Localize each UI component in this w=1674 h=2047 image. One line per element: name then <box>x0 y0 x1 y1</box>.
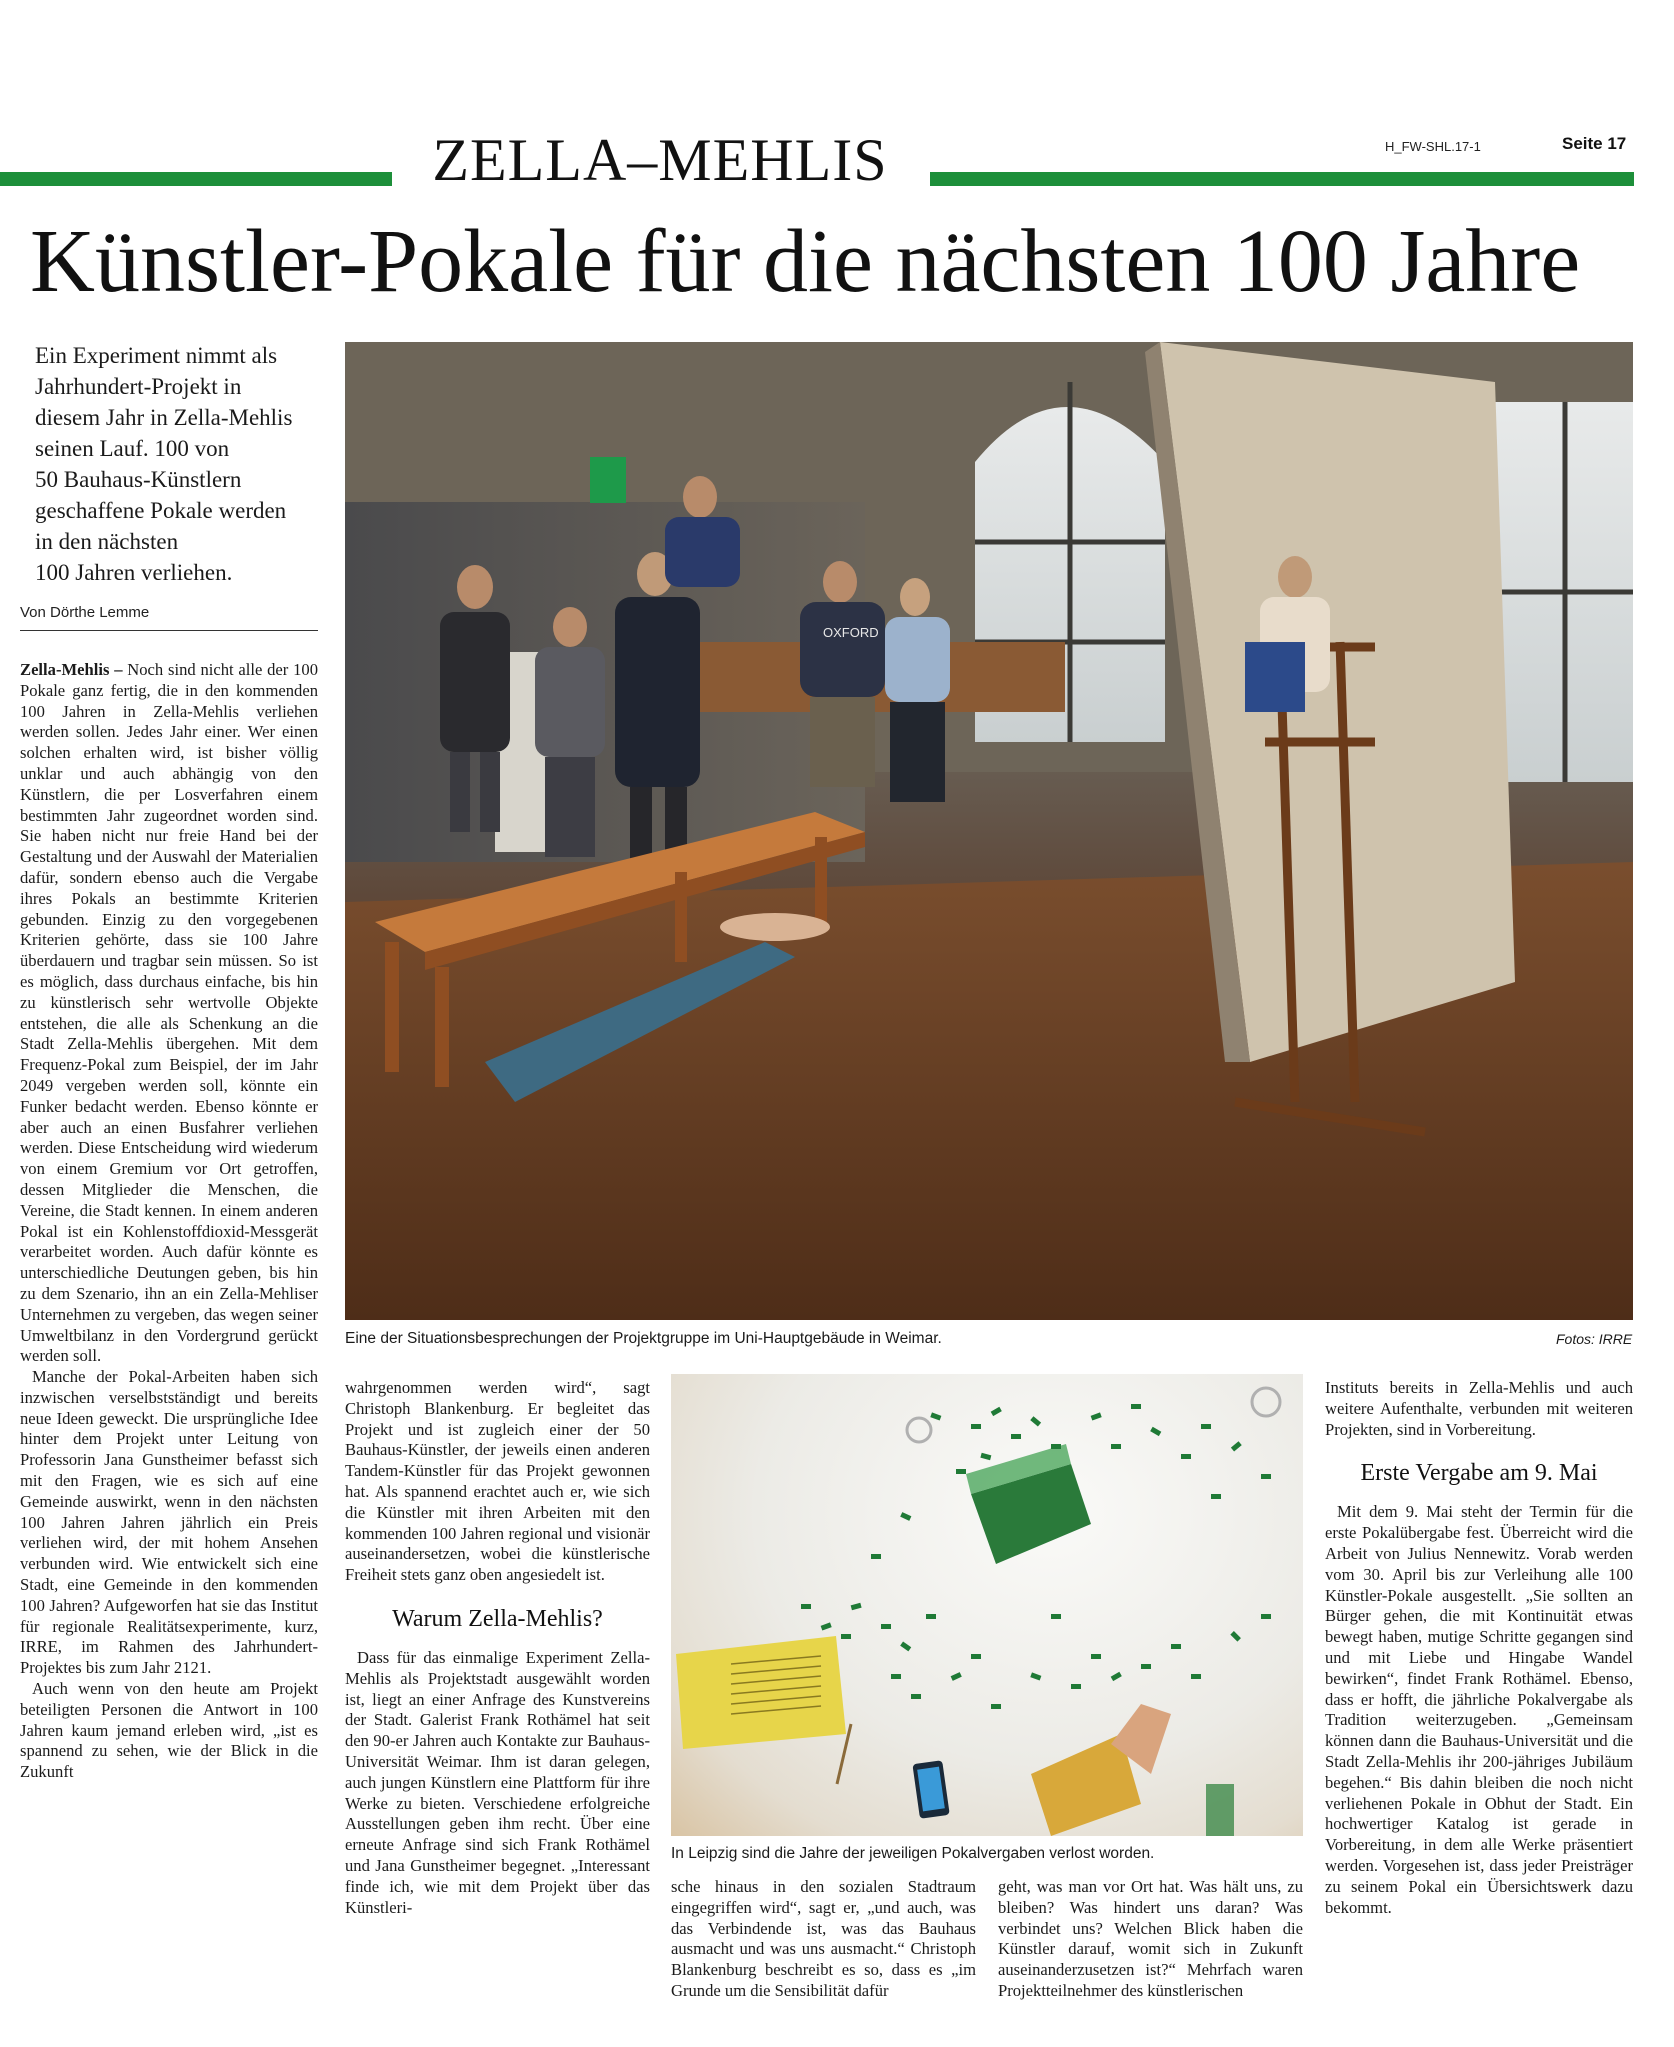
section-title: ZELLA–MEHLIS <box>432 127 888 193</box>
photo-meeting-illustration <box>345 342 1633 1320</box>
paragraph: Manche der Pokal-Arbeiten haben sich inzwischen verselbstständigt und bereits neue Ideen geweckt. Die ursprüngliche Idee hinter dem Projekt unter Leitung von Professorin Jana Gunstheimer befasst sich mit den Fragen, wie es sich auf eine Gemeinde auswirkt, wenn in den nächsten 100 Jahren Jahren jährlich ein Preis verliehen wird, der mit hohem Ansehen verbunden wird. Wie entwickelt sich eine Stadt, eine Gemeinde in den kommenden 100 Jahren? Aufgeworfen hat sie das Institut für regionale Realitätsexperimente, kurz, IRRE, im Rahmen des Jahrhundert-Projektes bis zum Jahr 2121. <box>20 1367 318 1678</box>
article-column-3 <box>671 1877 976 2043</box>
paragraph-text: Noch sind nicht alle der 100 Pokale ganz fertig, die in den kommenden 100 Jahren in Zella-Mehlis verliehen werden sollen. Jedes Jahr einer. Wer einen solchen erhalten wird, ist bisher völlig unklar und auch abhängig von den Künstlern, die per Losverfahren einem bestimmten Jahr zugeordnet worden sind. Sie haben nicht nur freie Hand bei der Gestaltung und der Auswahl der Materialien dafür, sondern ebenso auch die Vergabe ihres Pokals an bestimmte Kriterien gebunden. Einzig zu den vorgegebenen Kriterien gehörte, dass sie 100 Jahre überdauern und tragbar sein müssen. So ist es möglich, dass durchaus einfache, bis hin zu künstlerisch sehr wertvolle Objekte entstehen, die alle als Schenkung an die Stadt Zella-Mehlis übergehen. Mit dem Frequenz-Pokal zum Beispiel, der im Jahr 2049 vergeben werden soll, könnte ein Funker bedacht werden. Ebenso könnte er aber auch an einen Busfahrer verliehen werden. Diese Entscheidung wird wiederum von einem Gremium vor Ort getroffen, dessen Mitglieder die Menschen, die Vereine, die Stadt kennen. In einem anderen Pokal ist ein Kohlenstoffdioxid-Messgerät verarbeitet worden. Auch dafür könnte es unterschiedliche Deutungen geben, bis hin zu dem Szenario, ihn an ein Zella-Mehliser Unternehmen zu vergeben, das wegen seiner Umweltbilanz in den Vordergrund gerückt werden soll. <box>20 660 318 1366</box>
edition-code: H_FW-SHL.17-1 <box>1385 139 1481 154</box>
paragraph: wahrgenommen werden wird“, sagt Christoph Blankenburg. Er begleitet das Projekt und ist zugleich einer der 50 Bauhaus-Künstler, der jeweils einen anderen Tandem-Künstler für das Projekt gewonnen hat. Als spannend erachtet auch er, wie sich die Künstler mit ihren Arbeiten mit den kommenden 100 Jahren regional und visionär auseinandersetzen, wobei die künstlerische Freiheit stets ganz oben angesiedelt ist. <box>345 1378 650 1585</box>
article-column-2 <box>345 1378 650 2043</box>
paragraph: geht, was man vor Ort hat. Was hält uns, zu bleiben? Was hindert uns daran? Was verbindet uns? Welchen Blick haben die Künstler darauf, womit sich in Zukunft auseinanderzusetzen ist?“ Mehrfach waren Projektteilnehmer des künstlerischen <box>998 1877 1303 2000</box>
paragraph: Mit dem 9. Mai steht der Termin für die erste Pokalübergabe fest. Überreicht wird die Arbeit von Julius Nennewitz. Vorab werden vom 30. April bis zur Verleihung alle 100 Künstler-Pokale ausgestellt. „Sie sollten an Bürger gehen, die mit Kontinuität etwas bewegt haben, mutige Schritte gegangen sind und mit Liebe und Hingabe Wandel bewirken“, findet Frank Rothämel. Ebenso, dass er hofft, die jährliche Pokalvergabe als Tradition weiterzugeben. „Gemeinsam können dann die Bauhaus-Universität und die Stadt Zella-Mehlis ihr 200-jähriges Jubiläum begehen.“ Bis dahin bleiben die noch nicht verliehenen Pokale in Obhut der Stadt. Ein hochwertiger Katalog ist gerade in Vorbereitung, in dem alle Werke präsentiert werden. Vorgesehen ist, dass jeder Preisträger zu seinem Pokal ein Übersichtswerk dazu bekommt. <box>1325 1502 1633 1917</box>
page-number: Seite 17 <box>1562 134 1627 153</box>
paragraph: Dass für das einmalige Experiment Zella-Mehlis als Projektstadt ausgewählt worden ist, liegt an einer Anfrage des Kunstvereins der Stadt. Galerist Frank Rothämel hat seit den 90-er Jahren auch Kontakte zur Bauhaus-Universität Weimar. Ihm ist daran gelegen, auch jungen Künstlern eine Plattform für ihre Werke zu bieten. Verschiedene erfolgreiche Ausstellungen geben ihm recht. Über eine erneute Anfrage sind sich Frank Rothämel und Jana Gunstheimer begegnet. „Interessant finde ich, wie mit dem Projekt über das Künstleri- <box>345 1647 650 1917</box>
section-rule-left <box>0 172 392 186</box>
headline: Künstler-Pokale für die nächsten 100 Jahre <box>30 212 1581 311</box>
photo-credit: Fotos: IRRE <box>1556 1331 1633 1347</box>
byline: Von Dörthe Lemme <box>20 604 150 621</box>
paragraph: Instituts bereits in Zella-Mehlis und auch weitere Aufenthalte, verbunden mit weiteren Projekten, sind in Vorbereitung. <box>1325 1378 1633 1439</box>
paragraph <box>20 660 318 1367</box>
subheading-warum: Warum Zella-Mehlis? <box>392 1605 603 1632</box>
photo-lottery-illustration <box>671 1374 1303 1836</box>
lead-line: diesem Jahr in Zella-Mehlis <box>35 405 293 430</box>
photo-lottery-leipzig <box>671 1374 1303 1836</box>
paragraph: Auch wenn von den heute am Projekt beteiligten Personen die Antwort in 100 Jahren kaum jemand erleben wird, „ist es spannend zu sehen, wie der Blick in die Zukunft <box>20 1679 318 1782</box>
subheading-vergabe: Erste Vergabe am 9. Mai <box>1360 1460 1598 1487</box>
byline-rule <box>20 630 318 631</box>
photo-caption-1: Eine der Situationsbesprechungen der Projektgruppe im Uni-Hauptgebäude in Weimar. <box>345 1330 942 1347</box>
paragraph: sche hinaus in den sozialen Stadtraum eingegriffen wird“, sagt er, „und auch, was das Verbindende ist, was das Bauhaus ausmacht und was uns ausmacht.“ Christoph Blankenburg beschreibt es so, dass es „im Grunde um die Sensibilität dafür <box>671 1877 976 2000</box>
lead-line: Jahrhundert-Projekt in <box>35 374 242 399</box>
lead-line: Ein Experiment nimmt als <box>35 343 278 368</box>
photo-meeting-weimar <box>345 342 1633 1320</box>
lead-line: 50 Bauhaus-Künstlern <box>35 467 242 492</box>
lead-line: seinen Lauf. 100 von <box>35 436 230 461</box>
lead-text <box>35 340 325 588</box>
photo-caption-2: In Leipzig sind die Jahre der jeweiligen Pokalvergaben verlost worden. <box>671 1845 1155 1862</box>
dateline: Zella-Mehlis – <box>20 660 123 679</box>
lead-line: 100 Jahren verliehen. <box>35 560 233 585</box>
lead-line: in den nächsten <box>35 529 179 554</box>
section-rule-right <box>930 172 1634 186</box>
shirt-text: OXFORD <box>823 625 879 640</box>
lead-line: geschaffene Pokale werden <box>35 498 287 523</box>
article-column-5 <box>1325 1378 1633 2043</box>
article-column-1 <box>20 660 318 2040</box>
article-column-4 <box>998 1877 1303 2043</box>
